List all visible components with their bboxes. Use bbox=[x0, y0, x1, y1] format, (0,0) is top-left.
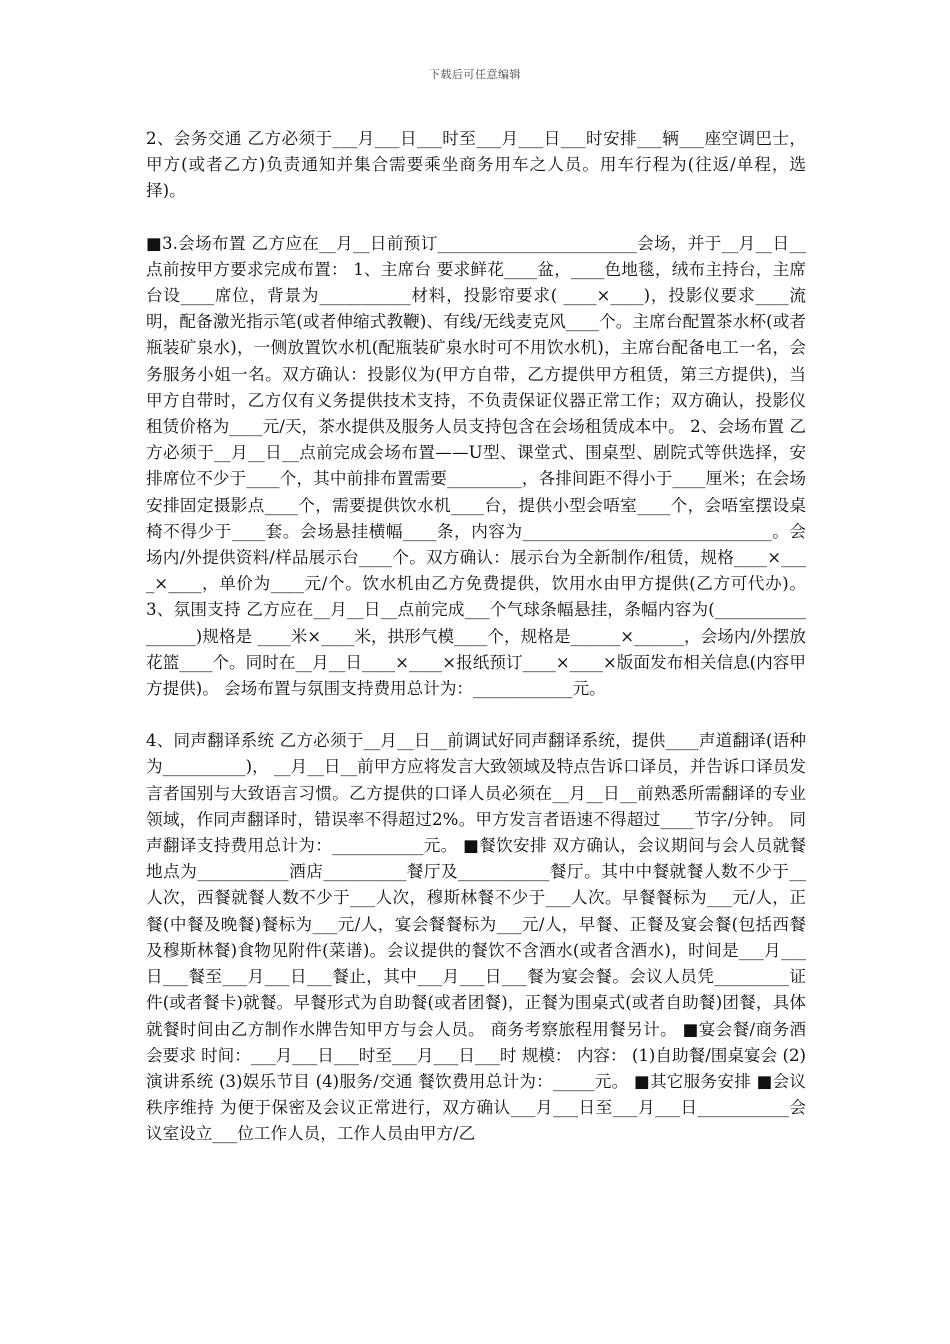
document-body bbox=[146, 126, 806, 1174]
paragraph-transport: 2、会务交通 乙方必须于___月___日___时至___月___日___时安排___辆___座空调巴士，甲方(或者乙方)负责通知并集合需要乘坐商务用车之人员。用车行程为(往返/单程，选择)。 bbox=[146, 129, 806, 201]
paragraph-translation-catering: 4、同声翻译系统 乙方必须于__月__日__前调试好同声翻译系统，提供____声道翻译(语种为__________)， __月__日__前甲方应将发言大致领域及特点告诉口译员，并告诉口译员发言者国别与大致语言习惯。乙方提供的口译人员必须在__月__日__前熟悉所需翻译的专业领域，作同声翻译时，错误率不得超过2%。甲方发言者语速不得超过____节字/分钟。 同声翻译支持费用总计为：___________元。 ■餐饮安排 双方确认，会议期间与会人员就餐地点为___________酒店__________餐厅及___________餐厅。其中中餐就餐人数不少于__人次，西餐就餐人数不少于___人次，穆斯林餐不少于___人次。早餐餐标为___元/人，正餐(中餐及晚餐)餐标为___元/人，宴会餐餐标为___元/人，早餐、正餐及宴会餐(包括西餐及穆斯林餐)食物见附件(菜谱)。会议提供的餐饮不含酒水(或者含酒水)，时间是___月___日___餐至___月___日___餐止，其中___月___日___餐为宴会餐。会议人员凭_________证件(或者餐卡)就餐。早餐形式为自助餐(或者团餐)，正餐为围桌式(或者自助餐)团餐，具体就餐时间由乙方制作水牌告知甲方与会人员。 商务考察旅程用餐另计。 ■宴会餐/商务酒会要求 时间：___月___日___时至___月___日___时 规模： 内容： (1)自助餐/围桌宴会 (2)演讲系统 (3)娱乐节目 (4)服务/交通 餐饮费用总计为：_____元。 ■其它服务安排 ■会议秩序维持 为便于保密及会议正常进行，双方确认___月___日至___月___日___________会议室设立___位工作人员，工作人员由甲方/乙 bbox=[146, 731, 806, 1144]
page-header: 下载后可任意编辑 bbox=[429, 68, 521, 81]
paragraph-venue-setup: ■3.会场布置 乙方应在__月__日前预订________________________会场，并于__月__日__点前按甲方要求完成布置： 1、主席台 要求鲜花____盆，____色地毯，绒布主持台，主席台设____席位，背景为___________材料，投影帘要求( ____×____)，投影仪要求____流明，配备激光指示笔(或者伸缩式教鞭)、有线/无线麦克风____个。主席台配置茶水杯(或者瓶装矿泉水)，一侧放置饮水机(配瓶装矿泉水时可不用饮水机)，主席台配备电工一名，会务服务小姐一名。双方确认：投影仪为(甲方自带，乙方提供甲方租赁，第三方提供)，当甲方自带时，乙方仅有义务提供技术支持，不负责保证仪器正常工作；双方确认，投影仪租赁价格为____元/天，茶水提供及服务人员支持包含在会场租赁成本中。 2、会场布置 乙方必须于__月__日__点前完成会场布置——U型、课堂式、围桌型、剧院式等供选择，安排席位不少于____个，其中前排布置需要_________，各排间距不得小于____厘米；在会场安排固定摄影点____个，需要提供饮水机____台，提供小型会唔室____个，会唔室摆设桌椅不得少于____套。会场悬挂横幅____条，内容为______________________________。会场内/外提供资料/样品展示台____个。双方确认：展示台为全新制作/租赁，规格____×____×____，单价为____元/个。饮水机由乙方免费提供，饮用水由甲方提供(乙方可代办)。 3、氛围支持 乙方应在__月__日__点前完成___个气球条幅悬挂，条幅内容为(_________________)规格是 ____米×____米，拱形气模____个，规格是______×______，会场内/外摆放花篮____个。同时在__月__日____×____×报纸预订____×____×版面发布相关信息(内容甲方提供)。 会场布置与氛围支持费用总计为：____________元。 bbox=[146, 233, 806, 699]
